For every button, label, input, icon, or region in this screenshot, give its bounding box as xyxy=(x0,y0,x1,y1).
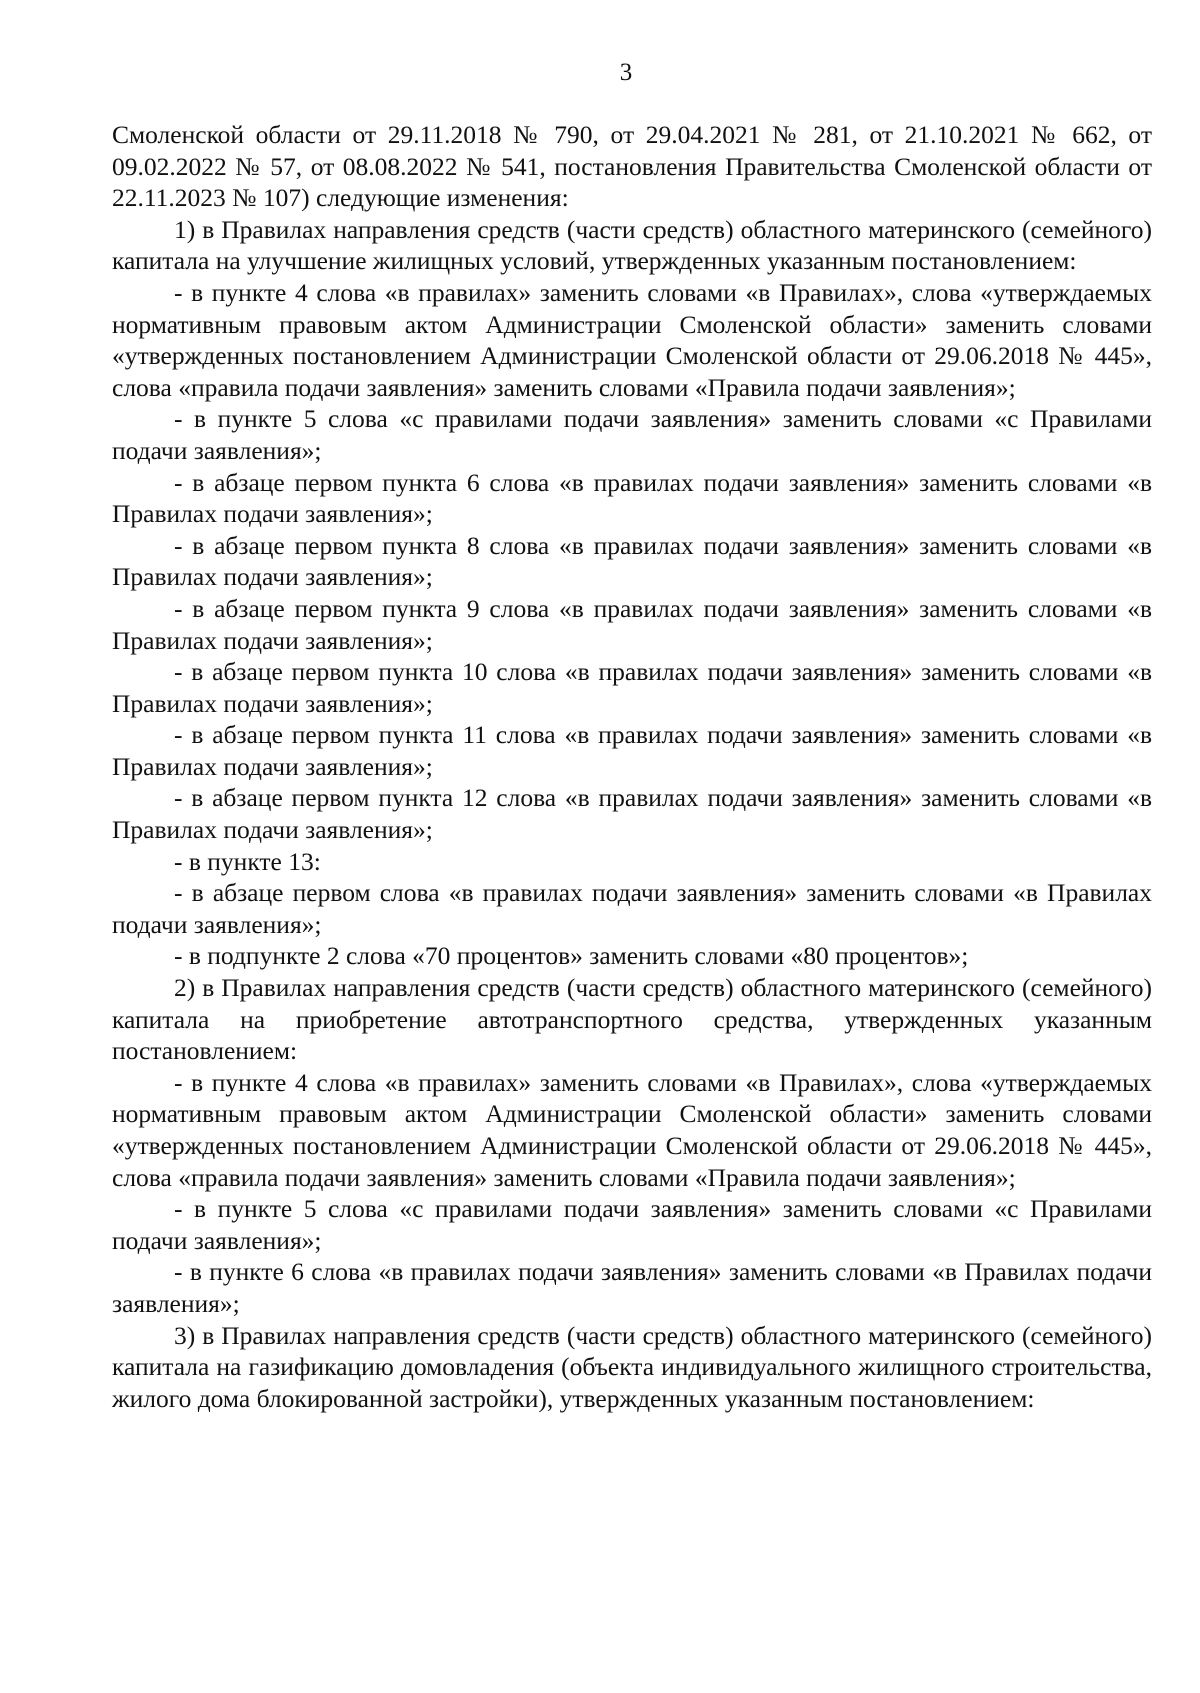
paragraph-item-2-point-6: - в пункте 6 слова «в правилах подачи заявления» заменить словами «в Правилах подачи заявления»; xyxy=(112,1257,1152,1318)
page-number: 3 xyxy=(619,59,633,86)
paragraph-item-2-point-5: - в пункте 5 слова «с правилами подачи заявления» заменить словами «с Правилами подачи заявления»; xyxy=(112,1194,1152,1255)
paragraph-item-2-point-4: - в пункте 4 слова «в правилах» заменить словами «в Правилах», слова «утверждаемых нормативным правовым актом Администрации Смоленской области» заменить словами «утвержденных постановлением Администрации Смоленской области от 29.06.2018 № 445», слова «правила подачи заявления» заменить словами «Правила подачи заявления»; xyxy=(112,1067,1152,1192)
paragraph-item-1-point-13-first: - в абзаце первом слова «в правилах подачи заявления» заменить словами «в Правилах подачи заявления»; xyxy=(112,878,1152,939)
paragraph-intro-continuation: Смоленской области от 29.11.2018 № 790, от 29.04.2021 № 281, от 21.10.2021 № 662, от 09.02.2022 № 57, от 08.08.2022 № 541, постановления Правительства Смоленской области от 22.11.2023 № 107) следующие изменения: xyxy=(112,120,1152,213)
paragraph-item-1: 1) в Правилах направления средств (части средств) областного материнского (семейного) капитала на улучшение жилищных условий, утвержденных указанным постановлением: xyxy=(112,214,1152,276)
paragraph-item-1-point-10: - в абзаце первом пункта 10 слова «в правилах подачи заявления» заменить словами «в Правилах подачи заявления»; xyxy=(112,657,1152,718)
paragraph-item-1-point-13: - в пункте 13: xyxy=(174,846,321,876)
paragraph-item-1-point-9: - в абзаце первом пункта 9 слова «в правилах подачи заявления» заменить словами «в Правилах подачи заявления»; xyxy=(112,593,1152,655)
paragraph-item-1-point-6: - в абзаце первом пункта 6 слова «в правилах подачи заявления» заменить словами «в Правилах подачи заявления»; xyxy=(112,467,1152,529)
paragraph-item-1-point-8: - в абзаце первом пункта 8 слова «в правилах подачи заявления» заменить словами «в Правилах подачи заявления»; xyxy=(112,530,1152,592)
document-body xyxy=(112,119,1152,1414)
paragraph-item-1-point-4: - в пункте 4 слова «в правилах» заменить словами «в Правилах», слова «утверждаемых нормативным правовым актом Администрации Смоленской области» заменить словами «утвержденных постановлением Администрации Смоленской области от 29.06.2018 № 445», слова «правила подачи заявления» заменить словами «Правила подачи заявления»; xyxy=(112,277,1152,402)
paragraph-item-1-point-13-sub-2: - в подпункте 2 слова «70 процентов» заменить словами «80 процентов»; xyxy=(174,941,969,971)
paragraph-item-3: 3) в Правилах направления средств (части средств) областного материнского (семейного) капитала на газификацию домовладения (объекта индивидуального жилищного строительства, жилого дома блокированной застройки), утвержденных указанным постановлением: xyxy=(112,1320,1152,1413)
paragraph-item-1-point-5: - в пункте 5 слова «с правилами подачи заявления» заменить словами «с Правилами подачи заявления»; xyxy=(112,404,1152,465)
paragraph-item-1-point-12: - в абзаце первом пункта 12 слова «в правилах подачи заявления» заменить словами «в Правилах подачи заявления»; xyxy=(112,783,1152,845)
paragraph-item-2: 2) в Правилах направления средств (части средств) областного материнского (семейного) капитала на приобретение автотранспортного средства, утвержденных указанным постановлением: xyxy=(112,973,1152,1066)
paragraph-item-1-point-11: - в абзаце первом пункта 11 слова «в правилах подачи заявления» заменить словами «в Правилах подачи заявления»; xyxy=(112,720,1152,781)
